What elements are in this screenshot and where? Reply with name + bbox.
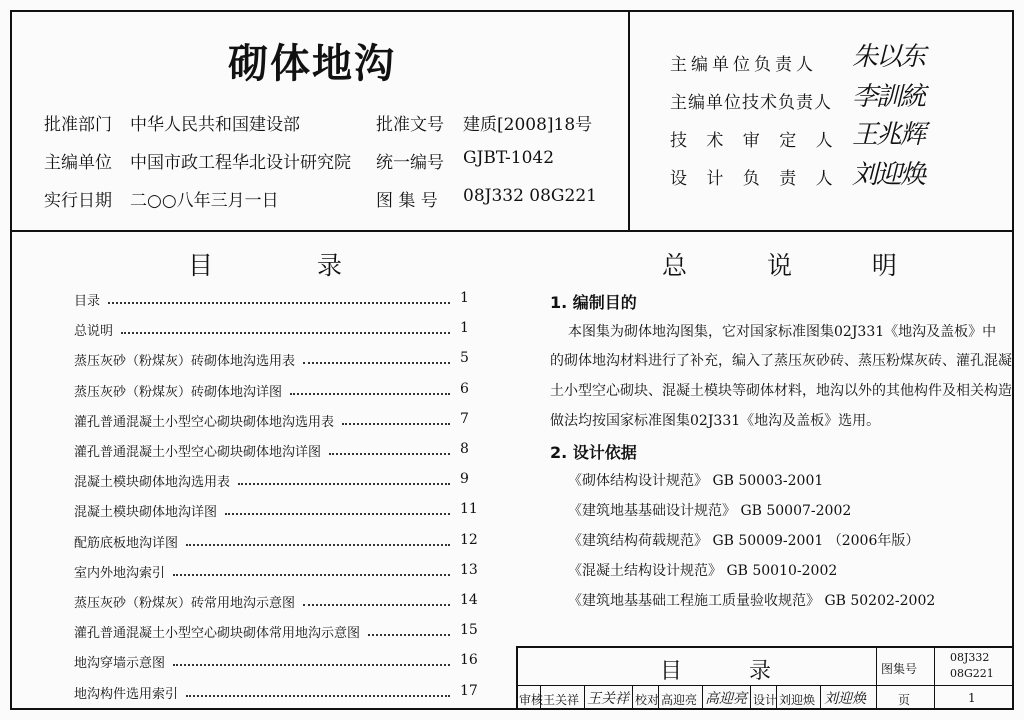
page-value: 1 [968,691,976,705]
toc-item-label: 室内外地沟索引 [74,565,166,581]
reference-3: 《建筑结构荷载规范》 GB 50009-2001 （2006年版） [568,533,920,549]
design-label: 设计 [753,693,778,707]
toc-item-page: 1 [460,290,469,306]
section-2-title: 2. 设计依据 [550,443,637,462]
toc-item-label: 灌孔普通混凝土小型空心砌块砌体常用地沟示意图 [74,626,361,642]
reviewer-name: 王关祥 [543,693,580,707]
responsible-role-4: 设 计 负 责 人 [670,169,840,189]
toc-item-label: 灌孔普通混凝土小型空心砌块砌体地沟详图 [74,445,322,460]
toc-leader-dots [186,544,450,546]
toc-item-label: 总说明 [74,324,114,340]
toc-item-page: 12 [460,531,478,548]
designer-name: 刘迎焕 [779,693,816,707]
toc-item-label: 蒸压灰砂（粉煤灰）砖砌体地沟详图 [74,384,283,400]
editor-unit-value: 中国市政工程华北设计研究院 [130,153,351,173]
toc-leader-dots [290,393,450,395]
approval-doc-label: 批准文号 [376,115,444,135]
toc-item-label: 灌孔普通混凝土小型空心砌块砌体地沟选用表 [74,414,335,430]
border-top [10,10,1014,12]
section-1-line-2: 的砌体地沟材料进行了补充，编入了蒸压灰砂砖、蒸压粉煤灰砖、灌孔混凝 [550,353,1012,369]
notes-heading: 总 说 明 [662,251,933,280]
toc-item-page: 14 [460,592,478,608]
toc-leader-dots [121,332,450,334]
toc-item-label: 混凝土模块砌体地沟详图 [74,505,218,521]
toc-item-page: 13 [460,561,478,578]
toc-item-page: 6 [460,380,469,397]
toc-item-label: 配筋底板地沟详图 [74,535,179,551]
reference-4: 《混凝土结构设计规范》 GB 50010-2002 [568,563,838,579]
reference-5: 《建筑地基基础工程施工质量验收规范》 GB 50202-2002 [568,593,936,609]
toc-item-label: 混凝土模块砌体地沟选用表 [74,475,231,491]
toc-item-label: 地沟构件选用索引 [74,686,179,702]
toc-leader-dots [238,483,450,485]
approval-dept-label: 批准部门 [44,115,112,135]
toc-item-label: 蒸压灰砂（粉煤灰）砖砌体地沟选用表 [74,354,296,370]
reference-2: 《建筑地基基础设计规范》 GB 50007-2002 [568,503,852,519]
toc-item-page: 8 [460,441,469,457]
toc-item-page: 1 [460,320,469,337]
reference-1: 《砌体结构设计规范》 GB 50003-2001 [568,473,824,489]
atlas-no-value: 08J332 08G221 [463,186,597,206]
review-label: 审核 [519,693,544,707]
toc-leader-dots [173,574,450,576]
check-label: 校对 [635,693,660,707]
toc-item-page: 5 [460,350,469,367]
toc-leader-dots [368,634,450,636]
checker-signature: 高迎亮 [705,691,747,707]
toc-leader-dots [303,362,450,364]
title-block-atlas-line-1: 08J332 [950,651,990,664]
header-divider [10,230,1014,232]
section-1-line-3: 土小型空心砌块、混凝土模块等砌体材料，地沟以外的其他构件及相关构造 [550,383,1012,399]
border-left [10,10,12,710]
border-bottom [10,708,1014,710]
drawing-frame [10,10,1014,710]
toc-leader-dots [329,453,450,455]
unified-no-value: GJBT-1042 [463,148,555,168]
responsible-role-2: 主编单位技术负责人 [670,93,832,113]
title-block-atlas-line-2: 08G221 [950,667,994,680]
atlas-no-label: 图 集 号 [376,191,438,211]
toc-leader-dots [303,604,450,606]
toc-item-page: 9 [460,471,469,488]
approval-doc-value: 建质[2008]18号 [463,115,593,135]
responsible-signature-2: 李訓統 [852,82,925,112]
toc-leader-dots [225,513,450,515]
toc-leader-dots [342,423,450,425]
section-1-line-4: 做法均按国家标准图集02J331《地沟及盖板》选用。 [550,413,881,429]
toc-item-label: 目录 [74,294,101,309]
effective-date-value: 二○○八年三月一日 [130,191,279,211]
section-1-line-1: 本图集为砌体地沟图集，它对国家标准图集02J331《地沟及盖板》中 [568,324,997,340]
toc-item-page: 17 [460,682,478,699]
toc-leader-dots [108,302,450,304]
toc-item-page: 7 [460,410,469,427]
border-right [1012,10,1014,710]
toc-item-page: 15 [460,622,478,639]
title-block-name: 目 录 [660,659,801,684]
approval-dept-value: 中华人民共和国建设部 [130,115,300,135]
section-1-title: 1. 编制目的 [550,293,637,312]
effective-date-label: 实行日期 [44,191,112,211]
unified-no-label: 统一编号 [376,153,444,173]
toc-leader-dots [186,695,450,697]
responsible-role-1: 主编单位负责人 [670,55,817,75]
toc-leader-dots [173,664,450,666]
header-vertical-divider [628,10,630,231]
toc-item-page: 16 [460,652,478,669]
checker-name: 高迎亮 [661,693,698,707]
responsible-signature-4: 刘迎焕 [852,160,925,190]
designer-signature: 刘迎焕 [824,691,866,707]
toc-item-label: 蒸压灰砂（粉煤灰）砖常用地沟示意图 [74,596,296,611]
responsible-role-3: 技 术 审 定 人 [670,131,840,151]
responsible-signature-1: 朱以东 [852,42,925,72]
reviewer-signature: 王关祥 [587,691,629,707]
toc-heading: 目 录 [188,251,390,280]
toc-item-label: 地沟穿墙示意图 [74,656,166,672]
page-label: 页 [898,693,911,707]
responsible-signature-3: 王兆辉 [852,120,925,150]
toc-item-page: 11 [460,501,478,518]
title-block-atlas-label: 图集号 [881,662,918,676]
page-title: 砌体地沟 [228,41,396,87]
editor-unit-label: 主编单位 [44,153,112,173]
